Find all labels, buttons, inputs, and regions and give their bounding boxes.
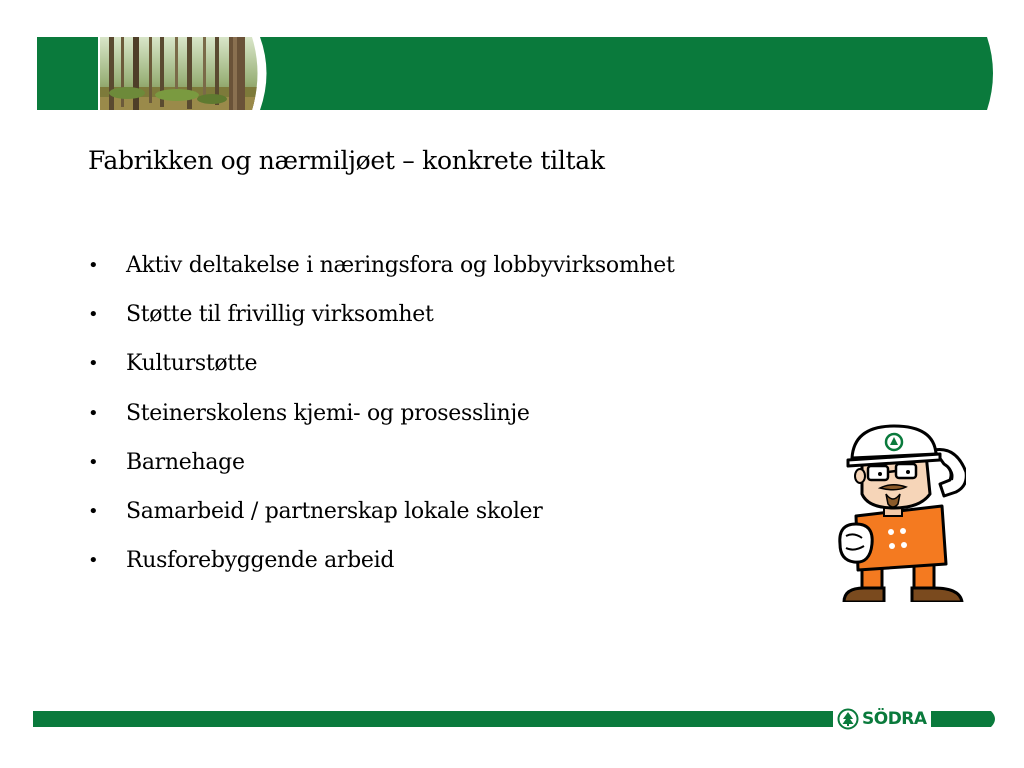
- list-item: [88, 302, 675, 351]
- bullet-text: Steinerskolens kjemi- og prosesslinje: [126, 400, 530, 426]
- worker-mascot-illustration: [836, 424, 966, 602]
- header-banner: [37, 37, 999, 110]
- list-item: [88, 450, 675, 499]
- bullet-icon: •: [88, 500, 99, 522]
- bullet-text: Støtte til frivillig virksomhet: [126, 302, 434, 328]
- bullet-text: Kulturstøtte: [126, 351, 258, 377]
- page-title: Fabrikken og nærmiljøet – konkrete tiltak: [88, 146, 605, 175]
- bullet-text: Aktiv deltakelse i næringsfora og lobbyvirksomhet: [126, 253, 675, 278]
- bullet-text: Rusforebyggende arbeid: [126, 548, 395, 574]
- bullet-text: Barnehage: [126, 449, 245, 475]
- sodra-tree-emblem-icon: [837, 708, 859, 730]
- bullet-list: [88, 253, 675, 597]
- bullet-icon: •: [88, 550, 99, 572]
- forest-photo: [98, 37, 267, 110]
- logo-text: SÖDRA: [862, 709, 927, 729]
- bullet-text: Samarbeid / partnerskap lokale skoler: [126, 498, 543, 524]
- list-item: [88, 499, 675, 548]
- bullet-icon: •: [88, 304, 99, 326]
- bullet-icon: •: [88, 353, 99, 375]
- list-item: [88, 253, 675, 302]
- list-item: [88, 548, 675, 597]
- bullet-icon: •: [88, 451, 99, 473]
- bullet-icon: •: [88, 255, 99, 276]
- bullet-icon: •: [88, 402, 99, 424]
- list-item: [88, 401, 675, 450]
- sodra-logo: [833, 707, 931, 731]
- list-item: [88, 351, 675, 400]
